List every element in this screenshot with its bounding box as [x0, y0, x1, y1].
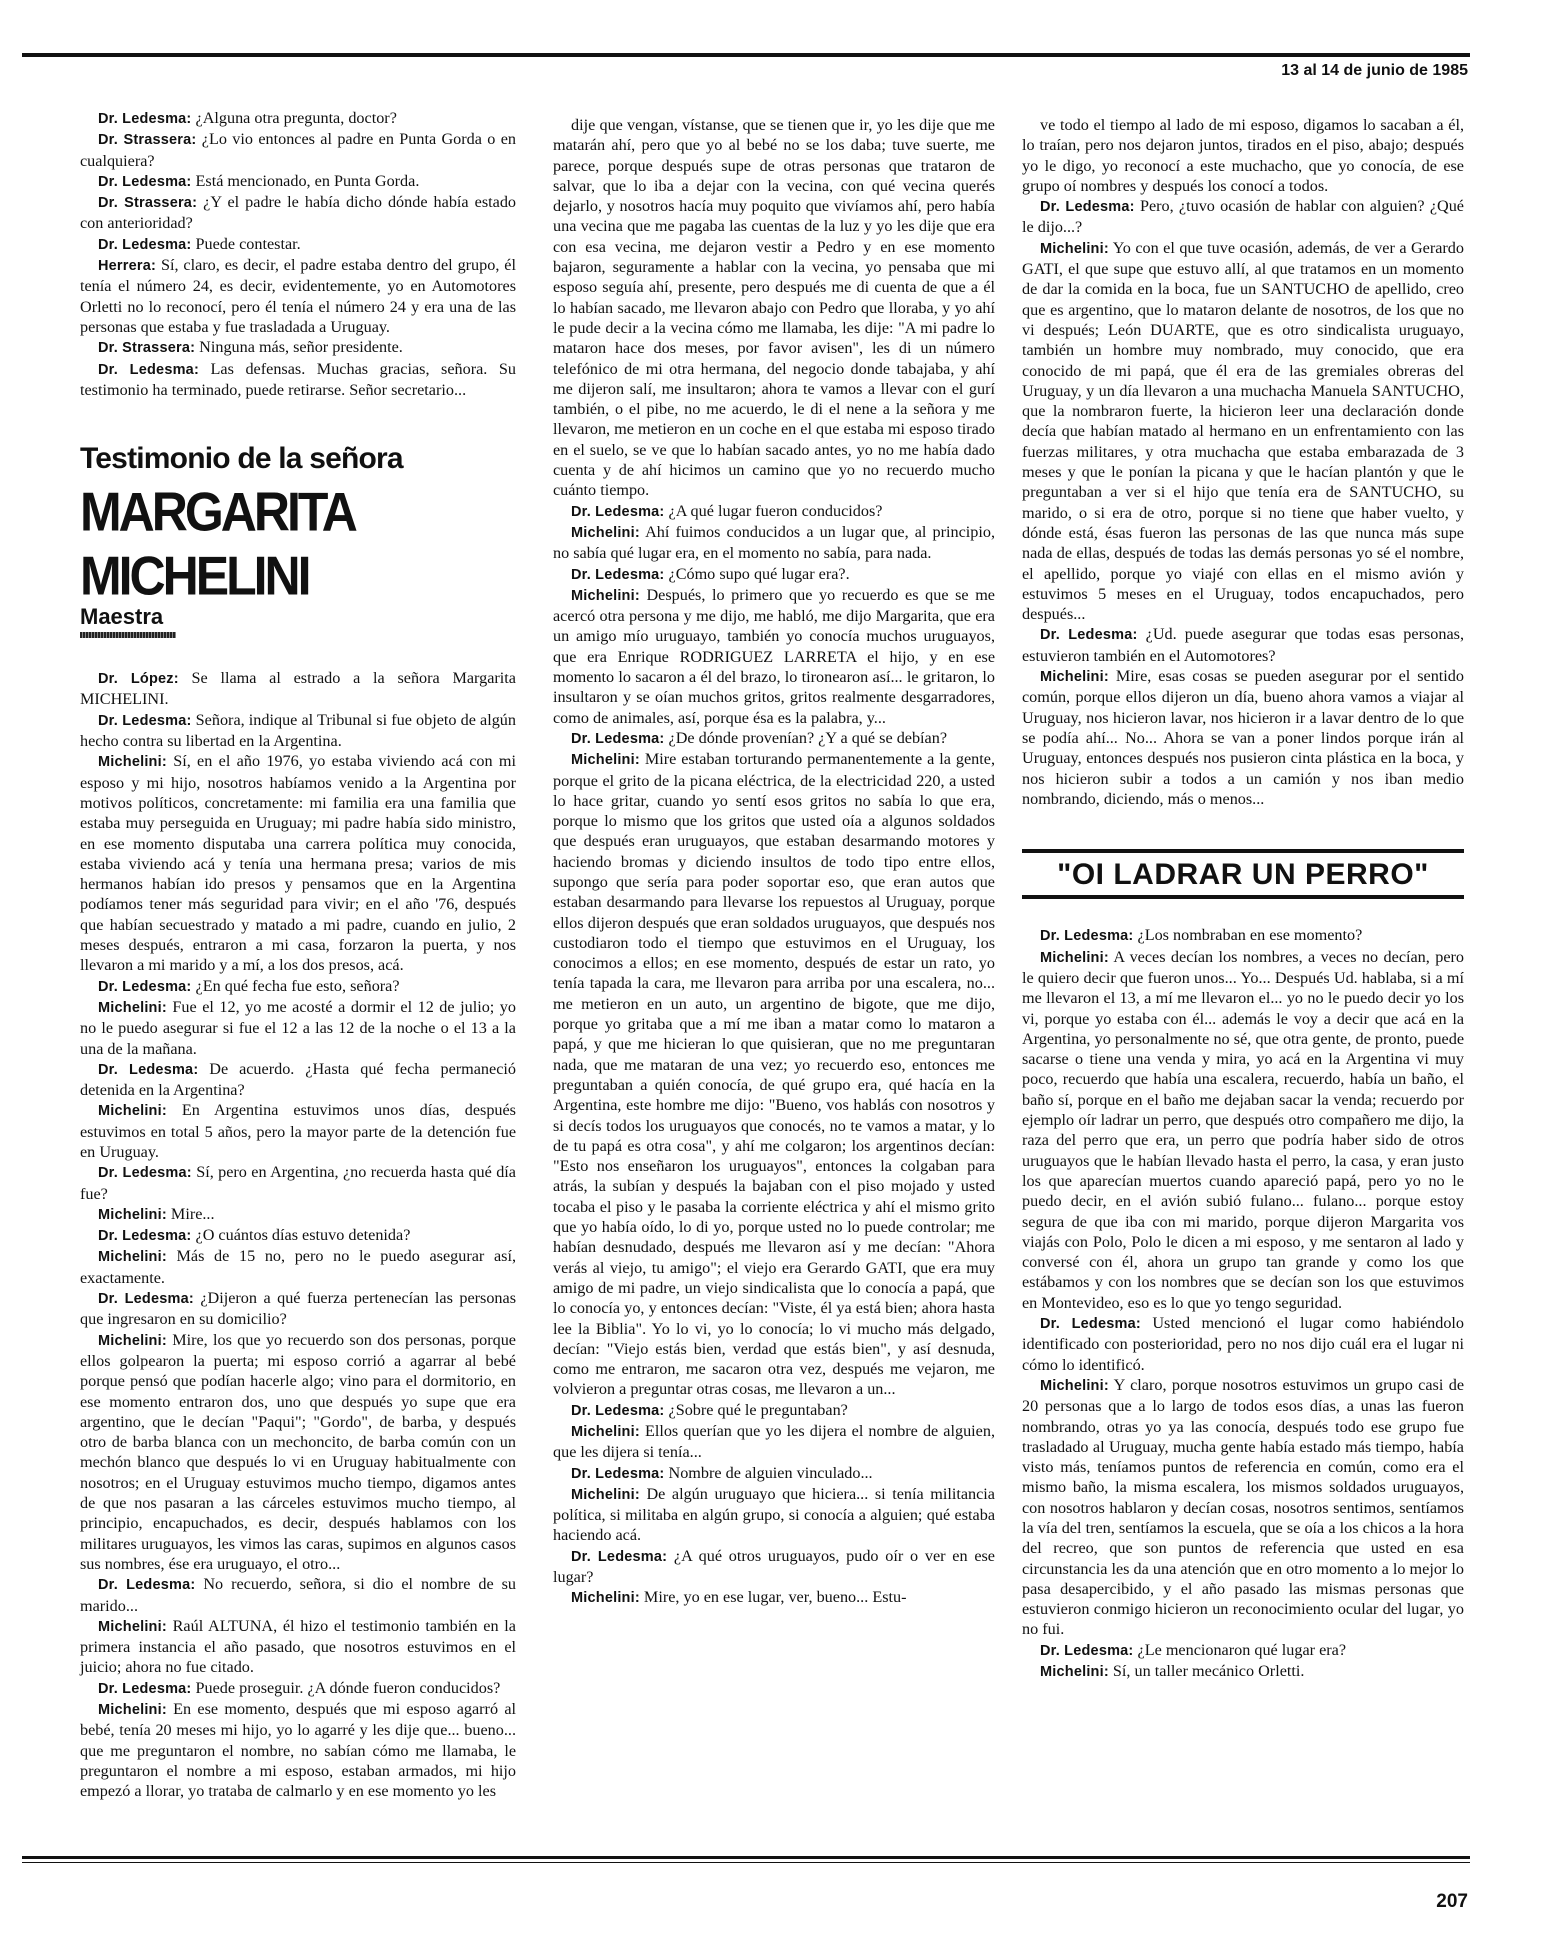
- transcript-paragraph: [80, 129, 516, 171]
- transcript-paragraph: [1022, 666, 1464, 809]
- speech-text: ¿Y el padre le había dicho dónde había estado con anterioridad?: [80, 193, 517, 233]
- transcript-paragraph: [80, 192, 516, 234]
- speaker-label: Michelini:: [571, 524, 640, 541]
- speech-text: En ese momento, después que mi esposo agarró al bebé, tenía 20 meses mi hijo, yo lo agarré y les dije que... bueno... que me preguntaron el nombre, no sabían cómo me llamaba, le preguntaron el nombre a mi esposo, estaban armados, mi hijo empezó a llorar, yo trataba de calmarlo y en ese momento yo les: [80, 1700, 516, 1801]
- col3-main-transcript: [1022, 925, 1464, 1682]
- speaker-label: Michelini:: [1040, 949, 1109, 966]
- transcript-paragraph: [80, 1288, 516, 1330]
- speaker-label: Dr. Ledesma:: [98, 1165, 192, 1182]
- speaker-label: Michelini:: [98, 1702, 167, 1718]
- transcript-paragraph: [80, 1699, 516, 1801]
- speaker-label: Dr. Ledesma:: [571, 503, 665, 520]
- transcript-paragraph: [80, 171, 516, 192]
- transcript-paragraph: [80, 1678, 516, 1699]
- testimony-heading-pre: Testimonio de la señora: [80, 442, 403, 476]
- speaker-label: Michelini:: [98, 754, 167, 771]
- speaker-label: Michelini:: [571, 752, 640, 769]
- witness-occupation: Maestra: [80, 604, 164, 630]
- speaker-label: Dr. Strassera:: [98, 132, 197, 149]
- transcript-paragraph: [80, 1246, 516, 1288]
- speaker-label: Dr. López:: [98, 671, 179, 688]
- speech-text: Se llama al estrado a la señora Margarita MICHELINI.: [80, 669, 516, 709]
- col3-top-transcript: [1022, 115, 1464, 809]
- speech-text: Mire, esas cosas se pueden asegurar por el sentido común, porque ellos dijeron un día, bueno ahora vamos a viajar al Uruguay, nos hicieron lavar, nos hicieron ir a lavar dentro de lo que se podía ahí... No... Ahora se van a poner lindos porque irán al Uruguay, entonces después nos pusieron cinta plástica en la boca, y nos hicieron subir a todos a un camión y nos iban medio nombrando, diciendo, más o menos...: [1022, 667, 1464, 808]
- speech-text: ¿Sobre qué le preguntaban?: [664, 1400, 848, 1419]
- transcript-paragraph: [1022, 624, 1464, 666]
- transcript-paragraph: [80, 751, 516, 975]
- transcript-paragraph: [1022, 1375, 1464, 1640]
- speech-text: Ellos querían que yo les dijera el nombre de alguien, que les dijera si tenía...: [553, 1422, 995, 1462]
- speaker-label: Michelini:: [98, 1206, 167, 1223]
- transcript-paragraph: [80, 710, 516, 752]
- speaker-label: Michelini:: [1040, 240, 1109, 257]
- speaker-label: Dr. Ledesma:: [98, 1061, 199, 1078]
- speaker-label: Dr. Ledesma:: [98, 111, 192, 127]
- speech-text: Pero, ¿tuvo ocasión de hablar con alguien? ¿Qué le dijo...?: [1022, 197, 1464, 237]
- speech-text: Sí, en el año 1976, yo estaba viviendo acá con mi esposo y mi hijo, nosotros habíamos venido a la Argentina por motivos políticos, concretamente: mi familia era una familia que estaba muy perseguida en Uruguay; mi padre había sido ministro, en ese momento disputaba una carrera política muy conocida, estaba viviendo acá y tenía una hermana presa; varios de mis hermanos habían ido presos y pensamos que en la Argentina podíamos tener más seguridad para vivir; en el año '76, después que habían secuestrado y matado a mi padre, cuando en julio, 2 meses después, entraron a mi casa, forzaron la puerta, y nos llevaron a mi marido y a mí, a los dos presos, acá.: [80, 752, 516, 975]
- speaker-label: Dr. Ledesma:: [571, 566, 665, 583]
- transcript-paragraph: [553, 749, 995, 1400]
- transcript-paragraph: [1022, 925, 1464, 946]
- speech-text: ¿En qué fecha fue esto, señora?: [191, 976, 400, 995]
- witness-name: MARGARITA MICHELINI: [80, 481, 355, 607]
- speech-text: Está mencionado, en Punta Gorda.: [191, 171, 420, 190]
- col1-top-transcript: [80, 108, 516, 400]
- speaker-label: Dr. Ledesma:: [571, 1465, 665, 1482]
- transcript-paragraph: [1022, 947, 1464, 1313]
- speaker-label: Dr. Ledesma:: [98, 978, 192, 995]
- transcript-paragraph: [80, 1330, 516, 1575]
- speaker-label: Dr. Ledesma:: [98, 173, 192, 190]
- speaker-label: Dr. Ledesma:: [98, 361, 199, 378]
- speech-text: dije que vengan, vístanse, que se tienen que ir, yo les dije que me matarán ahí, pero que yo al bebé no se los daba; tuve suerte, me parece, porque después supe de otras personas que trataron de salvar, que lo iba a dejar con la vecina, con qué vecina querés dejarlo, y nosotros hacía muy poquito que vivíamos ahí, pero había una vecina que me pagaba las cuentas de la luz y yo les dije que era con esa vecina, me dejaron vestir a Pedro y en ese momento bajaron, seguramente a hablar con la vecina, yo pensaba que mi esposo seguía ahí, presente, pero después me di cuenta de que a él lo habían sacado, me llevaron abajo con Pedro que lloraba, y yo ahí le pude decir a la vecina cómo me llamaba, les dije: "A mi padre lo mataron hace dos meses, por favor avisen", les di un número telefónico de mi otra hermana, del negocio donde tabajaba, y ahí me dijeron salí, me insultaron; ahora te vamos a llevar con el gurí también, o el pibe, no me acuerdo, le di el nene a la señora y me llevaron, me metieron en un coche en el que estaba mi esposo tirado en el suelo, se ve que lo habían sacado antes, yo no me había dado cuenta y de ahí hicimos un camino que yo no recuerdo mucho cuánto tiempo.: [553, 116, 995, 500]
- transcript-paragraph: [80, 668, 516, 710]
- speech-text: Mire estaban torturando permanentemente a la gente, porque el grito de la picana eléctrica, de la electricidad 220, a usted lo hace gritar, cuando yo sentí esos gritos no sabía lo que era, porque lo mismo que los gritos que usted oía a algunos soldados que después eran uruguayos, que estaban desarmando motores y haciendo bromas y diciendo insultos de todo tipo entre ellos, supongo que sería para poder soportar eso, que eran autos que estaban desarmando para llevarse los repuestos al Uruguay, porque ellos dijeron después que eran soldados uruguayos, que después nos custodiaron todo el tiempo que estuvimos en el Uruguay, los conocimos a ellos; en ese momento, después de estar un rato, yo tenía tapada la cara, me llevaron para arriba por una escalera, no... me metieron en un auto, un argentino de bigote, que me dijo, porque yo gritaba que a mí me iban a matar como lo mataron a papá, y que me hicieran lo que quisieran, que no me preguntaran nada, que me mataran de una vez; yo recuerdo eso, entonces me preguntaban a quién conocía, de qué grupo era, qué hacía en la Argentina, este hombre me dijo: "Bueno, vos hablás con nosotros y si decís todos los uruguayos que conocés, no te vamos a matar, y lo de tu papá es otra cosa", y ahí me colgaron; los argentinos decían: "Esto nos enseñaron los uruguayos", entonces la colgaban para atrás, la subían y después la bajaban con el piso mojado y usted tocaba el piso y le pasaba la corriente eléctrica y ahí el mismo grito que yo había oído, lo di yo, porque usted no lo puede controlar; me habían desnudado, después me llevaron así y me decían: "Ahora verás al viejo, tu amigo"; el viejo era Gerardo GATI, que era muy amigo de mi padre, un viejo sindicalista que lo conocía a papá, que lo conocía yo, y entonces decían: "Viste, él ya está bien; ahora hasta lee la Biblia". Yo lo vi, yo lo conocía; lo vi mucho más delgado, decían: "Viejo estás bien, verdad que estás bien", y así desnuda, como me entraron, me sacaron otra vez, después me vejaron, me volvieron a preguntar otras cosas, me llevaron a un...: [553, 750, 995, 1399]
- speaker-label: Dr. Ledesma:: [1040, 1642, 1134, 1659]
- occupation-underline: [80, 632, 176, 638]
- speech-text: Puede contestar.: [191, 234, 301, 253]
- speaker-label: Michelini:: [1040, 1664, 1109, 1681]
- speaker-label: Michelini:: [1040, 1377, 1109, 1394]
- speech-text: Nombre de alguien vinculado...: [664, 1463, 873, 1482]
- speech-text: ¿Los nombraban en ese momento?: [1133, 926, 1363, 945]
- box-heading: "OI LADRAR UN PERRO": [1022, 849, 1464, 899]
- speaker-label: Michelini:: [98, 1332, 167, 1349]
- speech-text: De acuerdo. ¿Hasta qué fecha permaneció detenida en la Argentina?: [80, 1059, 516, 1100]
- speech-text: ¿Cómo supo qué lugar era?.: [664, 564, 850, 583]
- speech-text: Sí, claro, es decir, el padre estaba dentro del grupo, él tenía el número 24, es decir, evidentemente, yo en Automotores Orletti no lo reconocí, pero él tenía el número 24 y era una de las personas que estaba y fue trasladada a Uruguay.: [80, 256, 516, 336]
- speaker-label: Dr. Ledesma:: [1040, 199, 1135, 216]
- column-1: [80, 108, 516, 1801]
- speaker-label: Dr. Ledesma:: [571, 1402, 665, 1419]
- speech-text: Las defensas. Muchas gracias, señora. Su testimonio ha terminado, puede retirarse. Señor secretario...: [80, 359, 516, 399]
- issue-date: 13 al 14 de junio de 1985: [1281, 62, 1468, 79]
- speech-text: ¿O cuántos días estuvo detenida?: [191, 1226, 411, 1245]
- speech-text: ve todo el tiempo al lado de mi esposo, digamos lo sacaban a él, lo traían, pero nos dejaron juntos, tirados en el piso, abajo; después yo le digo, yo reconocí a este muchacho, que yo conocía, de ese grupo oí nombres y después los conocí a todos.: [1022, 116, 1464, 195]
- transcript-paragraph: [553, 501, 995, 522]
- transcript-paragraph: [80, 1204, 516, 1225]
- speech-text: Más de 15 no, pero no le puedo asegurar así, exactamente.: [80, 1247, 516, 1287]
- col2-transcript: [553, 115, 995, 1609]
- transcript-paragraph: [553, 1484, 995, 1546]
- speaker-label: Michelini:: [98, 999, 167, 1016]
- speech-text: Usted mencionó el lugar como habiéndolo identificado con posterioridad, pero no nos dijo cuál era el lugar ni cómo lo identificó.: [1022, 1314, 1464, 1374]
- transcript-paragraph: [80, 1100, 516, 1162]
- speech-text: ¿A qué otros uruguayos, pudo oír o ver en ese lugar?: [553, 1546, 995, 1587]
- speaker-label: Herrera:: [98, 258, 157, 275]
- speech-text: Mire...: [166, 1204, 215, 1223]
- speaker-label: Dr. Ledesma:: [571, 1548, 668, 1565]
- transcript-paragraph: [1022, 1640, 1464, 1661]
- transcript-paragraph: [553, 564, 995, 585]
- speech-text: Señora, indique al Tribunal si fue objeto de algún hecho contra su libertad en la Argentina.: [80, 710, 516, 751]
- transcript-paragraph: [80, 1225, 516, 1246]
- speaker-label: Dr. Ledesma:: [98, 236, 192, 253]
- speaker-label: Michelini:: [571, 1486, 640, 1503]
- speech-text: Fue el 12, yo me acosté a dormir el 12 de julio; yo no le puedo asegurar si fue el 12 a las 12 de la noche o el 13 a la una de la mañana.: [80, 997, 516, 1058]
- transcript-paragraph: [553, 1587, 995, 1608]
- speech-text: Ninguna más, señor presidente.: [195, 338, 403, 357]
- transcript-paragraph: [1022, 196, 1464, 238]
- transcript-paragraph: [1022, 238, 1464, 625]
- speech-text: ¿Ud. puede asegurar que todas esas personas, estuvieron también en el Automotores?: [1022, 625, 1464, 665]
- speaker-label: Dr. Ledesma:: [98, 712, 192, 729]
- transcript-paragraph: [553, 115, 995, 501]
- transcript-paragraph: [553, 585, 995, 728]
- speaker-label: Dr. Ledesma:: [1040, 928, 1134, 945]
- column-2: [553, 115, 995, 1609]
- speaker-label: Dr. Strassera:: [98, 340, 196, 357]
- top-rule: [22, 53, 1470, 57]
- speech-text: En Argentina estuvimos unos días, después estuvimos en total 5 años, pero la mayor parte de la detención fue en Uruguay.: [80, 1101, 516, 1161]
- speaker-label: Dr. Ledesma:: [98, 1228, 192, 1245]
- speaker-label: Dr. Ledesma:: [98, 1680, 192, 1697]
- col1-main-transcript: [80, 668, 516, 1801]
- transcript-paragraph: [80, 337, 516, 358]
- speech-text: Sí, un taller mecánico Orletti.: [1108, 1662, 1305, 1681]
- transcript-paragraph: [553, 1421, 995, 1463]
- transcript-paragraph: [1022, 1313, 1464, 1375]
- speech-text: ¿Lo vio entonces al padre en Punta Gorda o en cualquiera?: [80, 130, 517, 170]
- transcript-paragraph: [1022, 115, 1464, 196]
- transcript-paragraph: [553, 1463, 995, 1484]
- transcript-paragraph: [553, 1546, 995, 1588]
- transcript-paragraph: [80, 1162, 516, 1204]
- speaker-label: Michelini:: [98, 1103, 167, 1120]
- transcript-paragraph: [1022, 1661, 1464, 1682]
- speaker-label: Dr. Ledesma:: [1040, 627, 1138, 644]
- transcript-paragraph: [553, 728, 995, 749]
- testimony-heading: [80, 442, 516, 638]
- speech-text: Mire, los que yo recuerdo son dos personas, porque ellos golpearon la puerta; mi esposo corrió a agarrar al bebé porque pensó que podían hacerle algo; vino para el dormitorio, en ese momento entraron dos, uno que después yo supe que era argentino, que le decían "Paqui"; "Gordo", de barba, y después otro de barba blanca con un mechoncito, de barba común con un mechón blanco que después lo vi en Uruguay habitualmente con nosotros; en el Uruguay estuvimos mucho tiempo, digamos antes de que nos pasaran a las cárceles estuvimos mucho tiempo, al principio, encapuchados, es decir, después hablamos con los militares uruguayos, les vimos las caras, supimos en algunos casos sus nombres, ése era uruguayo, el otro...: [80, 1330, 516, 1573]
- speech-text: De algún uruguayo que hiciera... si tenía militancia política, si militaba en algún grupo, si conocía a alguien; qué estaba haciendo acá.: [553, 1484, 995, 1545]
- speaker-label: Michelini:: [571, 1424, 640, 1440]
- transcript-paragraph: [80, 359, 516, 401]
- column-3: [1022, 115, 1464, 1682]
- speaker-label: Michelini:: [571, 1590, 640, 1607]
- speech-text: Sí, pero en Argentina, ¿no recuerda hasta qué día fue?: [80, 1163, 516, 1203]
- bottom-rule-thin: [22, 1862, 1470, 1863]
- speech-text: ¿Le mencionaron qué lugar era?: [1133, 1640, 1347, 1659]
- transcript-paragraph: [80, 108, 516, 129]
- speaker-label: Michelini:: [571, 587, 640, 604]
- speech-text: Puede proseguir. ¿A dónde fueron conducidos?: [191, 1678, 501, 1697]
- speaker-label: Michelini:: [98, 1618, 167, 1635]
- transcript-paragraph: [80, 234, 516, 255]
- speech-text: ¿Alguna otra pregunta, doctor?: [191, 109, 397, 127]
- speaker-label: Michelini:: [98, 1249, 167, 1266]
- speech-text: A veces decían los nombres, a veces no decían, pero le quiero decir que fueron unos... Yo... Después Ud. hablaba, si a mí me llevaron el 13, a mí me llevaron el... yo no le puedo decir yo los vi, porque yo estaba con él... además le voy a decir que acá en la Argentina, yo personalmente no sé, que otra gente, de pronto, puede sacarse o tiene una venda y mira, yo acá en la Argentina vi muy poco, recuerdo que había una escalera, recuerdo, había un baño, el baño sí, porque en el baño me dejaban sacar la venda; recuerdo por ejemplo oír ladrar un perro, que después otro compañero me dijo, la raza del perro que era, un perro que podría haber sido de otros uruguayos que le habían llevado hasta el perro, la casa, y eran justo los que aparecían muertos cuando apareció papá, pero yo no le puedo decir, en el avión subió fulano... fulano... porque estoy segura de que iba con mi marido, porque dijeron Margarita vos viajás con Polo, Polo le dicen a mi esposo, y me sentaron al lado y conversé con él, ahora un grupo tan grande y como los que estábamos y con los nombres que se decían son los que estuvimos en Montevideo, eso es lo que yo tengo seguridad.: [1022, 947, 1464, 1312]
- page-number: 207: [1436, 1891, 1468, 1912]
- transcript-paragraph: [80, 997, 516, 1059]
- speaker-label: Dr. Ledesma:: [98, 1577, 196, 1594]
- speech-text: ¿De dónde provenían? ¿Y a qué se debían?: [664, 728, 948, 747]
- transcript-paragraph: [80, 255, 516, 337]
- transcript-paragraph: [80, 1059, 516, 1101]
- speech-text: Raúl ALTUNA, él hizo el testimonio también en la primera instancia el año pasado, que nosotros estuvimos en el juicio; ahora no fue citado.: [80, 1616, 516, 1677]
- speech-text: Y claro, porque nosotros estuvimos un grupo casi de 20 personas que a lo largo de todos esos días, a unas las fueron nombrando, otras yo ya las conocía, después todo ese grupo fue trasladado al Uruguay, mucha gente había estado más tiempo, había visto más, teníamos puntos de referencia en común, como era el mismo baño, la misma escalera, los mismos soldados uruguayos, con nosotros hablaron y decían cosas, nosotros sentimos, sentíamos la vía del tren, sentíamos la escuela, que se oía a los chicos a la hora del recreo, que son puntos de referencia que usted en esa circunstancia les da una atención que en otro momento a lo mejor lo pasa desapercibido, y el año pasado las mismas personas que estuvieron conmigo hicieron un reconocimiento ocular del lugar, yo no fui.: [1022, 1375, 1464, 1639]
- speech-text: Mire, yo en ese lugar, ver, bueno... Estu-: [639, 1588, 907, 1607]
- transcript-paragraph: [553, 1400, 995, 1421]
- speech-text: ¿Dijeron a qué fuerza pertenecían las personas que ingresaron en su domicilio?: [80, 1289, 516, 1329]
- speech-text: Ahí fuimos conducidos a un lugar que, al principio, no sabía qué lugar era, en el momento no sabía, para nada.: [553, 522, 995, 563]
- speech-text: Después, lo primero que yo recuerdo es que se me acercó otra persona y me dijo, me habló, me dijo Margarita, que era un amigo mío uruguayo, también yo conocía muchos uruguayos, que era Enrique RODRIGUEZ LARRETA el hijo, y en ese momento lo sacaron a él del brazo, lo tironearon así... le gritaron, lo insultaron y se oían muchos gritos, gritos realmente desgarradores, como de animales, así, porque ésa es la palabra, y...: [553, 585, 995, 727]
- speaker-label: Dr. Strassera:: [98, 195, 198, 212]
- transcript-paragraph: [80, 976, 516, 997]
- speaker-label: Dr. Ledesma:: [571, 730, 665, 747]
- speaker-label: Michelini:: [1040, 669, 1109, 686]
- speech-text: ¿A qué lugar fueron conducidos?: [664, 501, 883, 520]
- speaker-label: Dr. Ledesma:: [98, 1291, 194, 1308]
- speech-text: Yo con el que tuve ocasión, además, de ver a Gerardo GATI, el que supe que estuvo allí, al que tratamos en un momento de dar la comida en la boca, fue un SANTUCHO de apellido, creo que es argentino, que lo mataron delante de nosotros, de los que no vi después; León DUARTE, que es otro sindicalista uruguayo, también un hombre muy nombrado, muy conocido, que era conocido de mi papá, que él era de las gremiales obreras del Uruguay, y un día llevaron a una muchacha Manuela SANTUCHO, que la nombraron fuerte, la hicieron leer una declaración donde decía que habían matado al hermano en un enfrentamiento con las fuerzas militares, y otra muchacha que estaba embarazada de 3 meses y que le ponían la picana y que le hacían plantón y que le preguntaban a ver si el hijo que tenía era de SANTUCHO, su marido, o si era de otro, porque si no tiene que haber vuelto, y dónde está, ésas fueron las personas de las que nunca más supe nada de ellas, después de todas las demás personas yo sé el nombre, el apellido, porque yo viajé con ellas en el mismo avión y estuvimos 5 meses en el Uruguay, todos encapuchados, pero después...: [1022, 238, 1464, 624]
- transcript-paragraph: [80, 1574, 516, 1616]
- transcript-paragraph: [553, 522, 995, 564]
- bottom-rule: [22, 1856, 1470, 1859]
- speech-text: No recuerdo, señora, si dio el nombre de su marido...: [80, 1575, 516, 1615]
- speaker-label: Dr. Ledesma:: [1040, 1316, 1141, 1333]
- transcript-paragraph: [80, 1616, 516, 1678]
